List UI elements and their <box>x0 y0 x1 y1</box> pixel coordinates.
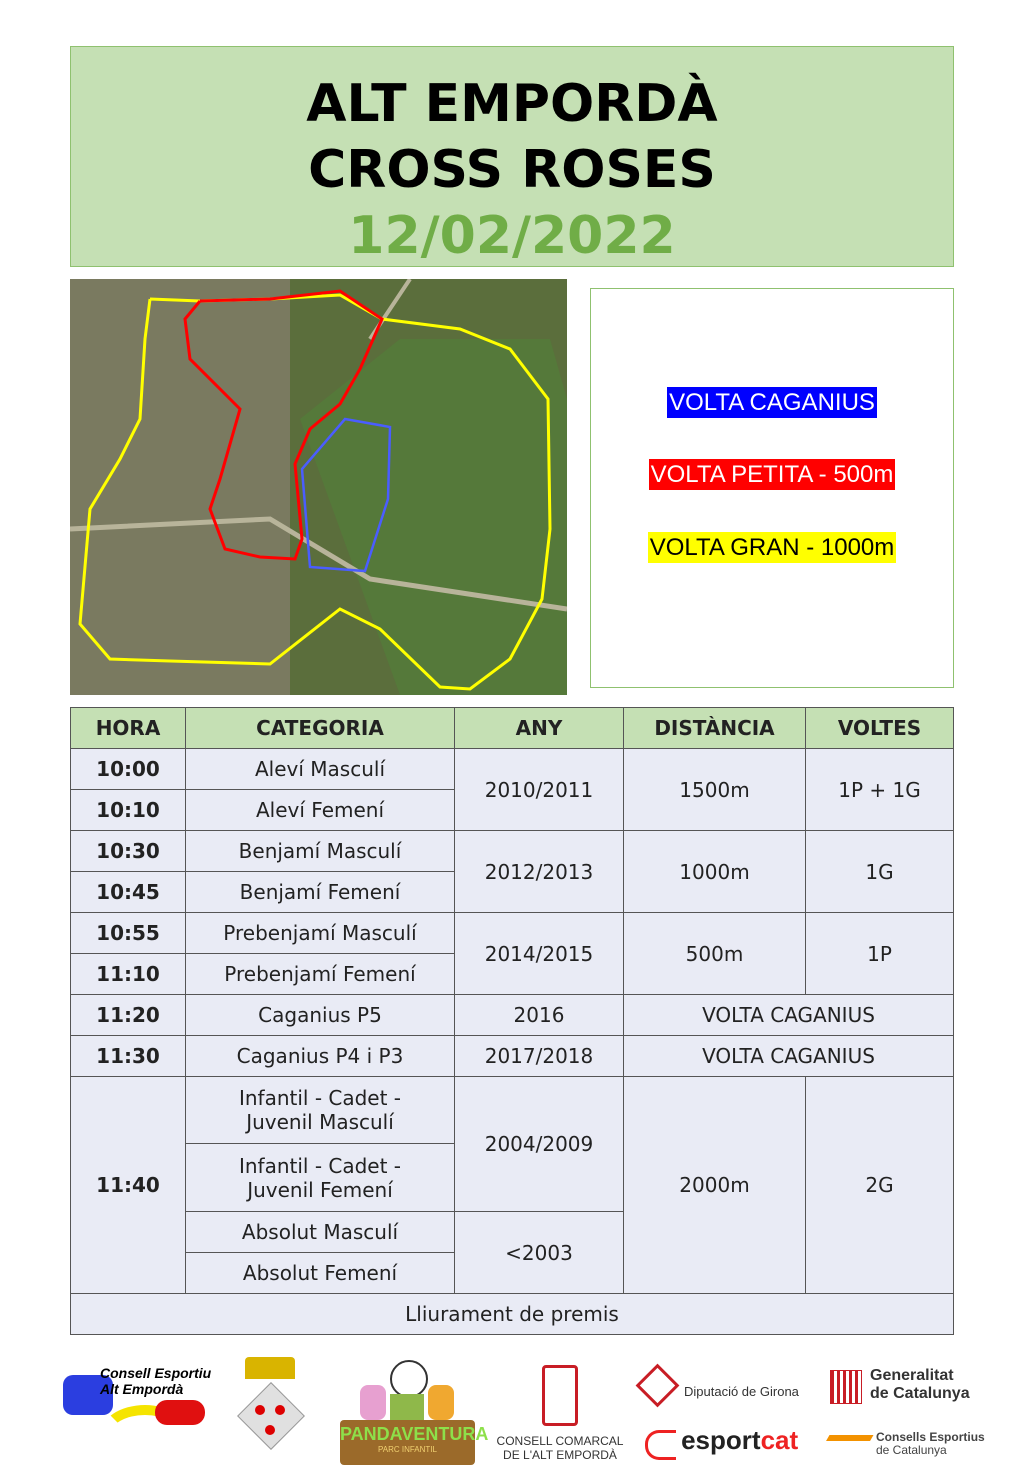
hora: 10:45 <box>71 872 186 913</box>
hora: 11:40 <box>71 1077 186 1294</box>
distancia: 1500m <box>624 749 806 831</box>
title-line-1: ALT EMPORDÀ <box>306 74 718 134</box>
table-row <box>71 749 954 790</box>
consell-comarcal-logo: CONSELL COMARCAL DE L'ALT EMPORDÀ <box>485 1365 635 1462</box>
any: 2010/2011 <box>455 749 624 831</box>
table-row <box>71 995 954 1036</box>
route-legend <box>590 288 954 688</box>
event-date: 12/02/2022 <box>348 206 676 266</box>
table-footer-row <box>71 1294 954 1335</box>
col-any: ANY <box>455 708 624 749</box>
schedule-table <box>70 707 954 1335</box>
table-row <box>71 1036 954 1077</box>
categoria: Benjamí Masculí <box>186 831 455 872</box>
distancia: 2000m <box>624 1077 806 1294</box>
categoria: Caganius P4 i P3 <box>186 1036 455 1077</box>
categoria: Prebenjamí Femení <box>186 954 455 995</box>
categoria: Aleví Femení <box>186 790 455 831</box>
categoria: Infantil - Cadet - Juvenil Femení <box>186 1144 455 1212</box>
hora: 11:10 <box>71 954 186 995</box>
voltes: 1P <box>806 913 954 995</box>
hora: 10:10 <box>71 790 186 831</box>
route: VOLTA CAGANIUS <box>624 1036 954 1077</box>
sponsor-logos: Consell Esportiu Alt Empordà PANDAVENTURA PARC INFANTIL CONSELL COMARCAL DE L'ALT EMPORDÀ Diputació de Girona Generalitat de Catalunya esportcat Consells Esportius de Catalunya <box>0 1345 1023 1475</box>
col-voltes: VOLTES <box>806 708 954 749</box>
voltes: 1G <box>806 831 954 913</box>
hora: 11:20 <box>71 995 186 1036</box>
table-row <box>71 1077 954 1144</box>
categoria: Benjamí Femení <box>186 872 455 913</box>
col-categoria: CATEGORIA <box>186 708 455 749</box>
col-hora: HORA <box>71 708 186 749</box>
voltes: 1P + 1G <box>806 749 954 831</box>
coat-of-arms-logo <box>235 1357 305 1467</box>
any: 2016 <box>455 995 624 1036</box>
hora: 10:30 <box>71 831 186 872</box>
categoria: Caganius P5 <box>186 995 455 1036</box>
legend-caganius: VOLTA CAGANIUS <box>669 389 875 416</box>
esportcat-logo: esportcat <box>645 1425 798 1460</box>
course-map <box>70 279 567 695</box>
categoria: Absolut Femení <box>186 1253 455 1294</box>
legend-petita: VOLTA PETITA - 500m <box>650 461 894 488</box>
table-row <box>71 831 954 872</box>
col-distancia: DISTÀNCIA <box>624 708 806 749</box>
title-banner <box>70 46 954 267</box>
categoria: Absolut Masculí <box>186 1212 455 1253</box>
categoria: Aleví Masculí <box>186 749 455 790</box>
categoria: Prebenjamí Masculí <box>186 913 455 954</box>
table-row <box>71 913 954 954</box>
distancia: 500m <box>624 913 806 995</box>
pandaventura-logo: PANDAVENTURA PARC INFANTIL <box>340 1420 475 1465</box>
any: 2012/2013 <box>455 831 624 913</box>
categoria: Infantil - Cadet - Juvenil Masculí <box>186 1077 455 1144</box>
distancia: 1000m <box>624 831 806 913</box>
table-header-row <box>71 708 954 749</box>
hora: 10:55 <box>71 913 186 954</box>
any: 2014/2015 <box>455 913 624 995</box>
legend-gran: VOLTA GRAN - 1000m <box>649 534 895 561</box>
voltes: 2G <box>806 1077 954 1294</box>
title-line-2: CROSS ROSES <box>308 140 716 200</box>
any: 2004/2009 <box>455 1077 624 1212</box>
any: <2003 <box>455 1212 624 1294</box>
pandas-illustration <box>360 1360 455 1420</box>
any: 2017/2018 <box>455 1036 624 1077</box>
consell-esportiu-logo: Consell Esportiu Alt Empordà <box>55 1365 215 1455</box>
awards-note: Lliurament de premis <box>71 1294 954 1335</box>
route: VOLTA CAGANIUS <box>624 995 954 1036</box>
hora: 11:30 <box>71 1036 186 1077</box>
hora: 10:00 <box>71 749 186 790</box>
